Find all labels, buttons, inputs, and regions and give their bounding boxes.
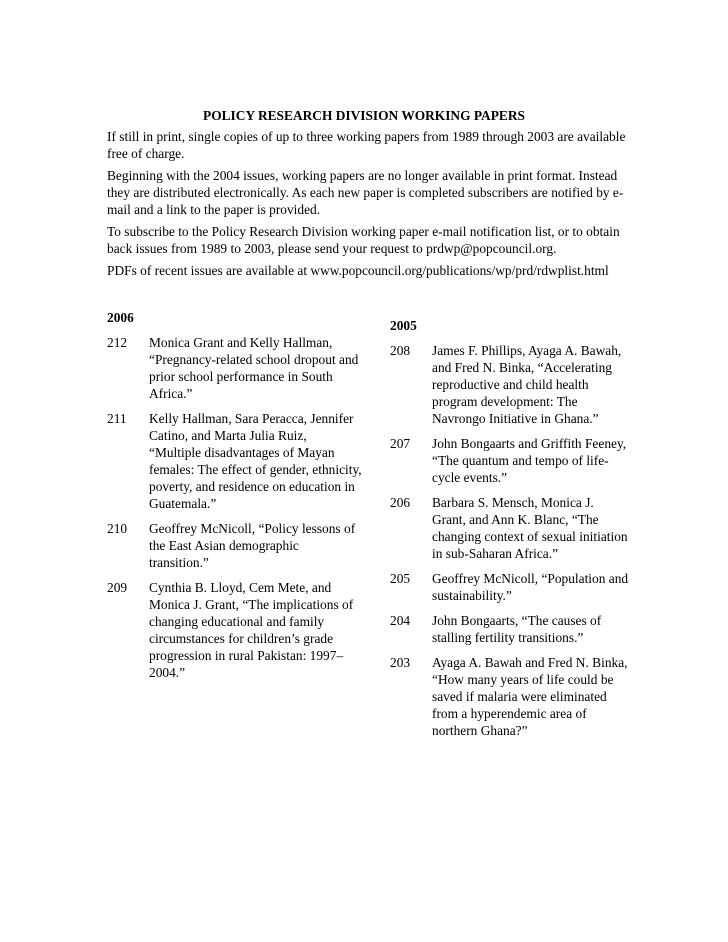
paper-number: 208 — [390, 343, 411, 358]
papers-2006-column — [107, 309, 362, 689]
papers-2005-column — [390, 317, 630, 747]
paper-citation: Kelly Hallman, Sara Peracca, Jennifer Catino, and Marta Julia Ruiz, “Multiple disadvantages of Mayan females: The effect of gender, ethnicity, poverty, and residence on education in Guatemala.” — [149, 411, 362, 511]
intro-paragraph-electronic: Beginning with the 2004 issues, working papers are no longer available in print format. Instead they are distributed electronically. As each new paper is completed subscribers are notified by e-mail and a link to the paper is provided. — [107, 168, 624, 217]
paper-citation: Cynthia B. Lloyd, Cem Mete, and Monica J. Grant, “The implications of changing educational and family circumstances for children’s grade progression in rural Pakistan: 1997–2004.” — [149, 580, 354, 680]
paper-entry — [390, 654, 630, 739]
paper-citation: James F. Phillips, Ayaga A. Bawah, and Fred N. Binka, “Accelerating reproductive and child health program development: The Navrongo Initiative in Ghana.” — [432, 343, 622, 426]
intro-paragraph-pdfs: PDFs of recent issues are available at www.popcouncil.org/publications/wp/prd/rdwplist.html — [107, 263, 609, 278]
paper-entry — [390, 494, 630, 562]
paper-number: 205 — [390, 571, 411, 586]
paper-entry — [390, 612, 630, 646]
paper-entry — [107, 410, 362, 512]
intro-paragraph-subscribe: To subscribe to the Policy Research Division working paper e-mail notification list, or to obtain back issues from 1989 to 2003, please send your request to prdwp@popcouncil.org. — [107, 224, 620, 256]
paper-entry — [107, 334, 362, 402]
paper-number: 210 — [107, 521, 128, 536]
paper-entry — [390, 570, 630, 604]
paper-citation: Geoffrey McNicoll, “Population and sustainability.” — [432, 571, 629, 603]
paper-citation: Barbara S. Mensch, Monica J. Grant, and Ann K. Blanc, “The changing context of sexual initiation in sub-Saharan Africa.” — [432, 495, 628, 561]
year-heading: 2006 — [107, 310, 134, 325]
paper-number: 206 — [390, 495, 411, 510]
paper-citation: Monica Grant and Kelly Hallman, “Pregnancy-related school dropout and prior school performance in South Africa.” — [149, 335, 359, 401]
paper-citation: John Bongaarts, “The causes of stalling fertility transitions.” — [432, 613, 602, 645]
paper-citation: John Bongaarts and Griffith Feeney, “The quantum and tempo of life-cycle events.” — [432, 436, 627, 485]
intro-paragraph-availability: If still in print, single copies of up to three working papers from 1989 through 2003 are available free of charge. — [107, 129, 626, 161]
paper-number: 203 — [390, 655, 411, 670]
paper-entry — [390, 342, 630, 427]
paper-number: 207 — [390, 436, 411, 451]
paper-citation: Geoffrey McNicoll, “Policy lessons of the East Asian demographic transition.” — [149, 521, 356, 570]
page-title: POLICY RESEARCH DIVISION WORKING PAPERS — [203, 108, 525, 123]
paper-citation: Ayaga A. Bawah and Fred N. Binka, “How many years of life could be saved if malaria were eliminated from a hyperendemic area of northern Ghana?” — [432, 655, 628, 738]
paper-entry — [390, 435, 630, 486]
paper-number: 204 — [390, 613, 411, 628]
paper-number: 212 — [107, 335, 128, 350]
paper-number: 211 — [107, 411, 127, 426]
paper-number: 209 — [107, 580, 128, 595]
year-heading: 2005 — [390, 318, 417, 333]
paper-entry — [107, 579, 362, 681]
paper-entry — [107, 520, 362, 571]
intro-section — [107, 128, 637, 284]
